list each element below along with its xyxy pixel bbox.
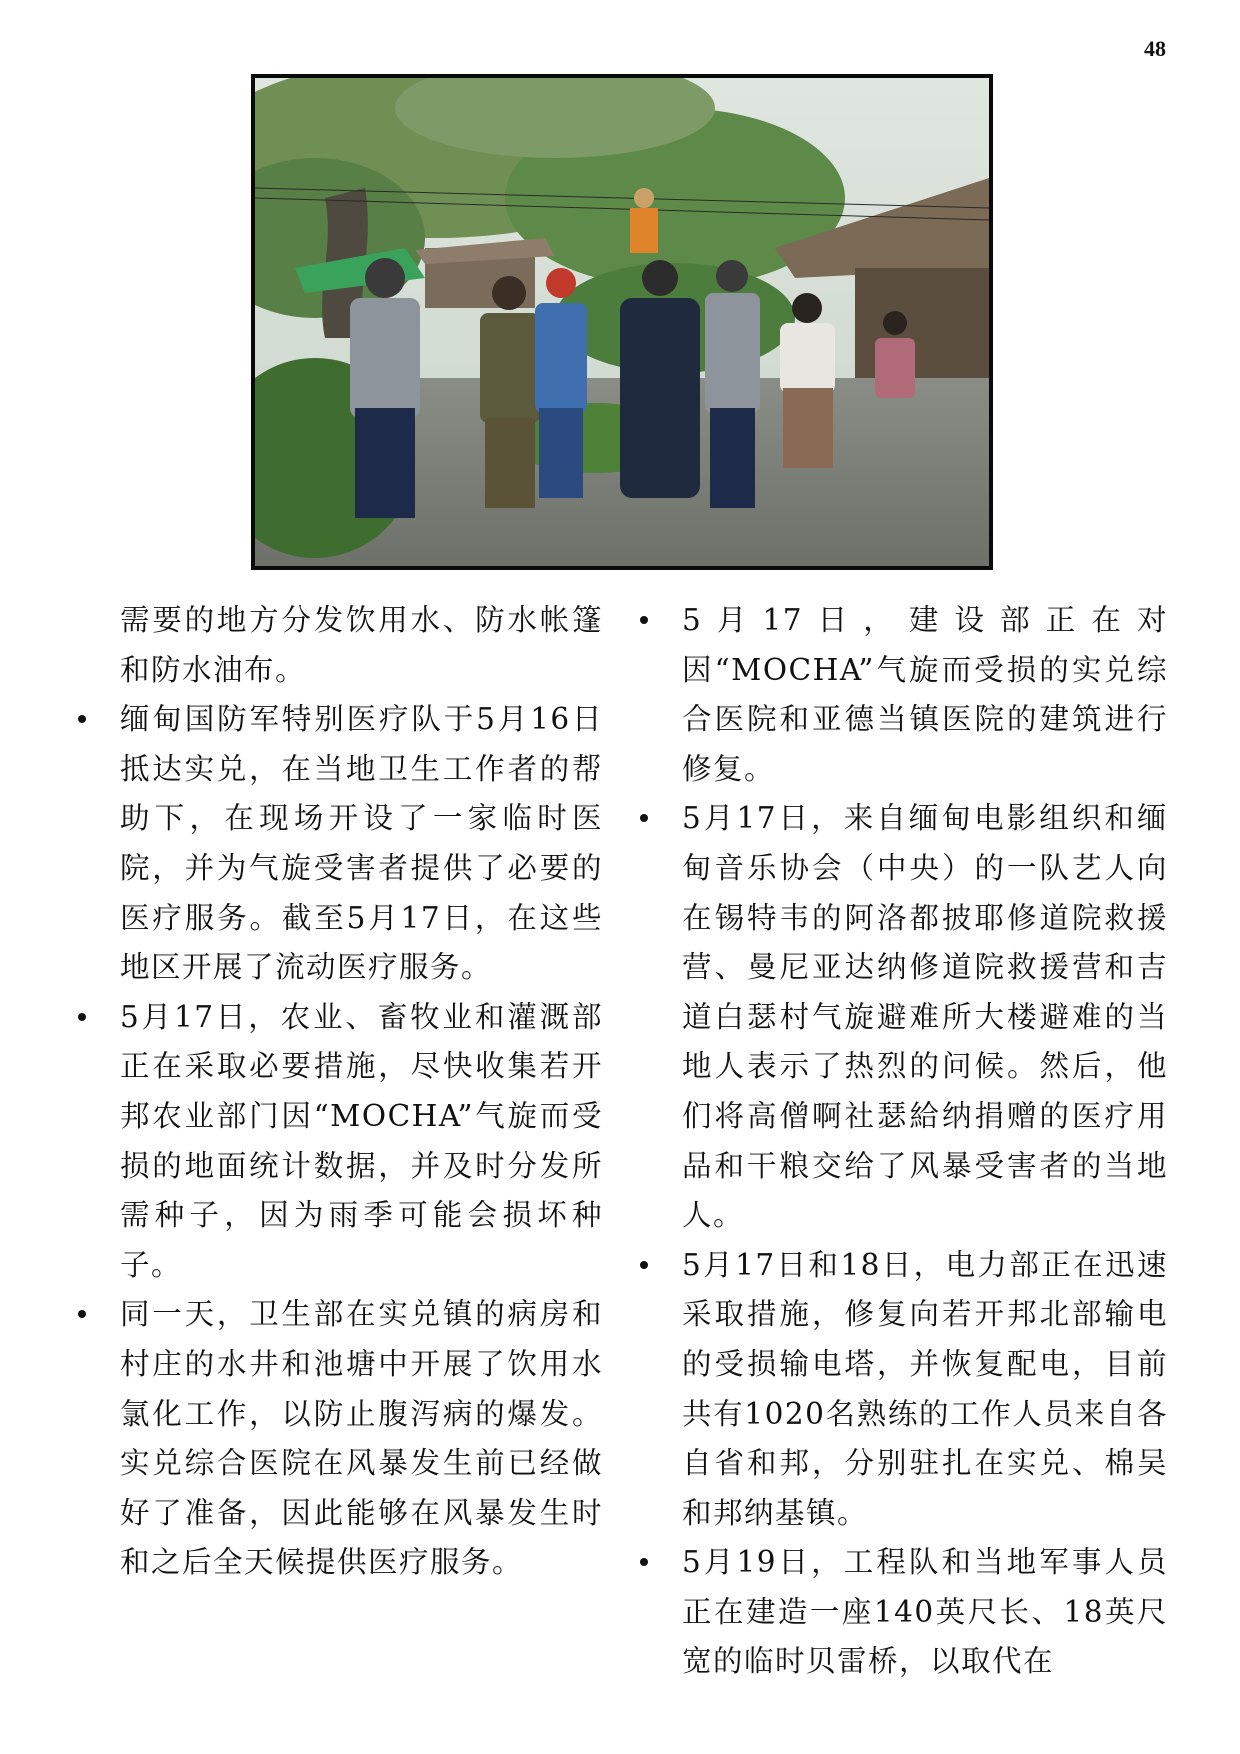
bullet-icon — [78, 1013, 86, 1021]
list-item — [78, 1290, 603, 1588]
list-item-text: 5月19日，工程队和当地军事人员正在建造一座140英尺长、18英尺宽的临时贝雷桥，以取代在 — [682, 1545, 1168, 1679]
list-item-text: 5月17日，建设部正在对因“MOCHA”气旋而受损的实兑综合医院和亚德当镇医院的建筑进行修复。 — [682, 603, 1168, 786]
list-item-text: 同一天，卫生部在实兑镇的病房和村庄的水井和池塘中开展了饮用水氯化工作，以防止腹泻病的爆发。实兑综合医院在风暴发生前已经做好了准备，因此能够在风暴发生时和之后全天候提供医疗服务。 — [120, 1297, 603, 1580]
left-bullet-list — [78, 695, 603, 1588]
list-item-text: 5月17日和18日，电力部正在迅速采取措施，修复向若开邦北部输电的受损输电塔，并恢复配电，目前共有1020名熟练的工作人员来自各自省和邦，分别驻扎在实兑、棉吴和邦纳基镇。 — [682, 1247, 1168, 1530]
list-item — [640, 1241, 1168, 1539]
list-item-text: 5月17日，来自缅甸电影组织和缅甸音乐协会（中央）的一队艺人向在锡特韦的阿洛都披耶修道院救援营、曼尼亚达纳修道院救援营和吉道白瑟村气旋避难所大楼避难的当地人表示了热烈的问候。然后，他们将高僧啊社瑟給纳捐赠的医疗用品和干粮交给了风暴受害者的当地人。 — [682, 801, 1168, 1233]
bullet-icon — [640, 1558, 648, 1566]
list-item — [640, 794, 1168, 1240]
bullet-icon — [640, 1261, 648, 1269]
photo-illustration — [255, 78, 989, 566]
list-item — [78, 695, 603, 993]
continuation-paragraph — [78, 596, 603, 695]
left-column — [78, 596, 603, 1588]
continuation-text: 需要的地方分发饮用水、防水帐篷和防水油布。 — [120, 603, 603, 687]
list-item-text: 缅甸国防军特别医疗队于5月16日抵达实兑，在当地卫生工作者的帮助下，在现场开设了一家临时医院，并为气旋受害者提供了必要的医疗服务。截至5月17日，在这些地区开展了流动医疗服务。 — [120, 702, 603, 985]
bullet-icon — [640, 616, 648, 624]
list-item — [640, 1538, 1168, 1687]
storm-cleanup-photo — [251, 74, 993, 570]
right-column — [640, 596, 1168, 1687]
bullet-icon — [78, 715, 86, 723]
right-bullet-list — [640, 596, 1168, 1687]
page-number: 48 — [1144, 36, 1166, 61]
list-item — [640, 596, 1168, 794]
bullet-icon — [640, 814, 648, 822]
list-item-text: 5月17日，农业、畜牧业和灌溉部正在采取必要措施，尽快收集若开邦农业部门因“MOCHA”气旋而受损的地面统计数据，并及时分发所需种子，因为雨季可能会损坏种子。 — [120, 999, 603, 1282]
list-item — [78, 993, 603, 1291]
bullet-icon — [78, 1310, 86, 1318]
